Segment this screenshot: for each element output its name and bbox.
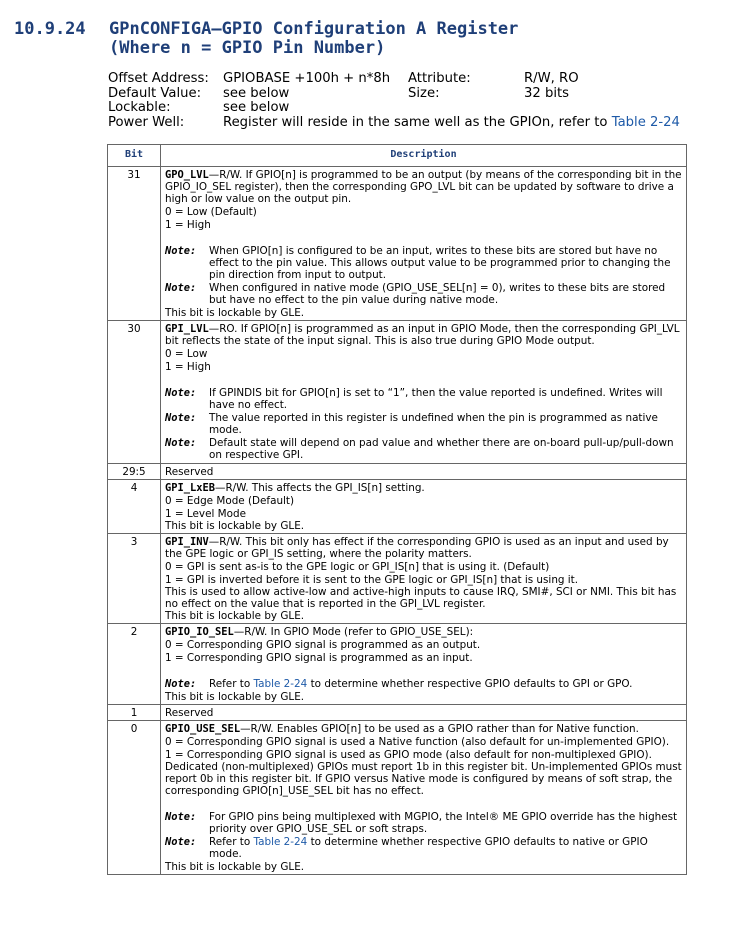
section-title: GPnCONFIGA—GPIO Configuration A Register <box>109 19 519 39</box>
power-well-value: Register will reside in the same well as the GPIOn, refer to <box>223 114 608 130</box>
field-summary: —R/W. Enables GPIO[n] to be used as a GPIO rather than for Native function. <box>240 723 639 735</box>
bit-description: Reserved <box>161 705 687 721</box>
table-row <box>108 721 687 875</box>
field-summary: —R/W. If GPIO[n] is programmed to be an output (by means of the corresponding bit in the GPIO_IO_SEL register), then the corresponding GPO_LVL bit can be updated by software to drive a high or low value on the output pin. <box>165 169 682 205</box>
field-summary: —R/W. This bit only has effect if the corresponding GPIO is used as an input and used by the GPE logic or GPI_IS setting, where the polarity matters. <box>165 536 669 560</box>
note <box>165 387 682 411</box>
field-summary: —RO. If GPIO[n] is programmed as an input in GPIO Mode, then the corresponding GPI_LVL bit reflects the state of the input signal. This is also true during GPIO Mode output. <box>165 323 680 347</box>
field-value: 0 = Low (Default) <box>165 206 257 218</box>
field-value: 1 = High <box>165 219 211 231</box>
table-row <box>108 480 687 534</box>
bit-description <box>161 721 687 875</box>
table-row <box>108 464 687 480</box>
field-name: GPI_LVL <box>165 323 209 335</box>
note-text: The value reported in this register is undefined when the pin is programmed as native mode. <box>209 412 658 436</box>
note <box>165 245 682 281</box>
field-detail: This bit is lockable by GLE. <box>165 861 305 873</box>
field-name: GPI_LxEB <box>165 482 216 494</box>
field-detail: This bit is lockable by GLE. <box>165 307 305 319</box>
lockable-value: see below <box>223 100 290 115</box>
note-label: Note: <box>165 412 197 424</box>
field-summary: —R/W. In GPIO Mode (refer to GPIO_USE_SEL): <box>233 626 474 638</box>
offset-label: Offset Address: <box>108 71 209 86</box>
default-value: see below <box>223 85 290 101</box>
bit-description <box>161 534 687 624</box>
table-row <box>108 167 687 321</box>
field-value: 1 = Corresponding GPIO signal is used as GPIO mode (also default for non-multiplexed GPIO). <box>165 749 652 761</box>
note <box>165 836 682 860</box>
field-name: GPIO_IO_SEL <box>165 626 234 638</box>
field-value: 1 = High <box>165 361 211 373</box>
lockable-label: Lockable: <box>108 100 171 115</box>
note-label: Note: <box>165 811 197 823</box>
bit-number: 31 <box>108 167 161 321</box>
field-value: 0 = Corresponding GPIO signal is used a Native function (also default for un-implemented GPIO). <box>165 736 670 748</box>
table-row <box>108 534 687 624</box>
attribute-label: Attribute: <box>408 71 471 86</box>
note <box>165 437 682 461</box>
section-number: 10.9.24 <box>14 19 86 39</box>
table-row <box>108 321 687 464</box>
note-text: If GPINDIS bit for GPIO[n] is set to “1”, then the value reported is undefined. Writes will have no effect. <box>209 387 663 411</box>
offset-value: GPIOBASE +100h + n*8h <box>223 71 391 86</box>
note-text <box>209 678 682 690</box>
size-label: Size: <box>408 85 440 101</box>
field-detail: This is used to allow active-low and active-high inputs to cause IRQ, SMI#, SCI or NMI. This bit has no effect on the value that is reported in the GPI_LVL register. <box>165 586 677 610</box>
note <box>165 282 682 306</box>
bit-number: 2 <box>108 624 161 705</box>
section-heading <box>14 20 518 58</box>
table-2-24-link[interactable]: Table 2-24 <box>611 114 680 130</box>
field-detail: This bit is lockable by GLE. <box>165 691 305 703</box>
field-value: 0 = Corresponding GPIO signal is programmed as an output. <box>165 639 481 651</box>
bit-description: Reserved <box>161 464 687 480</box>
field-value: 1 = GPI is inverted before it is sent to the GPE logic or GPI_IS[n] that is using it. <box>165 574 579 586</box>
bit-column-header: Bit <box>108 145 161 167</box>
bit-number: 30 <box>108 321 161 464</box>
note-text: Default state will depend on pad value and whether there are on-board pull-up/pull-down on respective GPI. <box>209 437 674 461</box>
note-label: Note: <box>165 678 197 690</box>
bit-number: 3 <box>108 534 161 624</box>
field-detail: Dedicated (non-multiplexed) GPIOs must report 1b in this register bit. Un-implemented GPIOs must report 0b in this register bit. If GPIO versus Native mode is configured by means of soft strap, the corresponding GPIO[n]_USE_SEL bit has no effect. <box>165 761 682 797</box>
note-label: Note: <box>165 387 197 399</box>
note-label: Note: <box>165 437 197 449</box>
default-label: Default Value: <box>108 85 202 101</box>
attribute-value: R/W, RO <box>524 71 579 86</box>
table-row <box>108 705 687 721</box>
note-label: Note: <box>165 282 197 294</box>
field-detail: This bit is lockable by GLE. <box>165 610 305 622</box>
field-value: 0 = Edge Mode (Default) <box>165 495 295 507</box>
register-bit-table <box>107 144 687 875</box>
note <box>165 811 682 835</box>
bit-description <box>161 167 687 321</box>
note-text: For GPIO pins being multiplexed with MGPIO, the Intel® ME GPIO override has the highest priority over GPIO_USE_SEL or soft straps. <box>209 811 678 835</box>
bit-description <box>161 480 687 534</box>
note <box>165 412 682 436</box>
field-value: 1 = Level Mode <box>165 508 246 520</box>
power-well-label: Power Well: <box>108 114 185 130</box>
table-2-24-link[interactable]: Table 2-24 <box>253 836 308 848</box>
field-summary: —R/W. This affects the GPI_IS[n] setting. <box>215 482 425 494</box>
note-text-before: Refer to <box>209 678 251 690</box>
note-text-before: Refer to <box>209 836 251 848</box>
field-detail: This bit is lockable by GLE. <box>165 520 305 532</box>
size-value: 32 bits <box>524 85 570 101</box>
bit-number: 0 <box>108 721 161 875</box>
bit-number: 1 <box>108 705 161 721</box>
field-value: 0 = GPI is sent as-is to the GPE logic or GPI_IS[n] that is using it. (Default) <box>165 561 550 573</box>
description-column-header: Description <box>161 145 687 167</box>
note-label: Note: <box>165 245 197 257</box>
bit-description <box>161 624 687 705</box>
note-text: When configured in native mode (GPIO_USE_SEL[n] = 0), writes to these bits are stored but have no effect to the pin value during native mode. <box>209 282 666 306</box>
section-subtitle: (Where n = GPIO Pin Number) <box>109 38 386 58</box>
note-text-after: to determine whether respective GPIO defaults to native or GPIO mode. <box>209 836 648 860</box>
field-name: GPO_LVL <box>165 169 209 181</box>
field-name: GPIO_USE_SEL <box>165 723 241 735</box>
table-2-24-link[interactable]: Table 2-24 <box>253 678 308 690</box>
field-value: 1 = Corresponding GPIO signal is programmed as an input. <box>165 652 473 664</box>
note-label: Note: <box>165 836 197 848</box>
bit-number: 4 <box>108 480 161 534</box>
note <box>165 678 682 690</box>
field-value: 0 = Low <box>165 348 208 360</box>
field-name: GPI_INV <box>165 536 209 548</box>
note-text-after: to determine whether respective GPIO defaults to GPI or GPO. <box>310 678 633 690</box>
bit-description <box>161 321 687 464</box>
note-text <box>209 836 682 860</box>
table-row <box>108 624 687 705</box>
bit-number: 29:5 <box>108 464 161 480</box>
note-text: When GPIO[n] is configured to be an input, writes to these bits are stored but have no effect to the pin value. This allows output value to be programmed prior to changing the pin direction from input to output. <box>209 245 671 281</box>
